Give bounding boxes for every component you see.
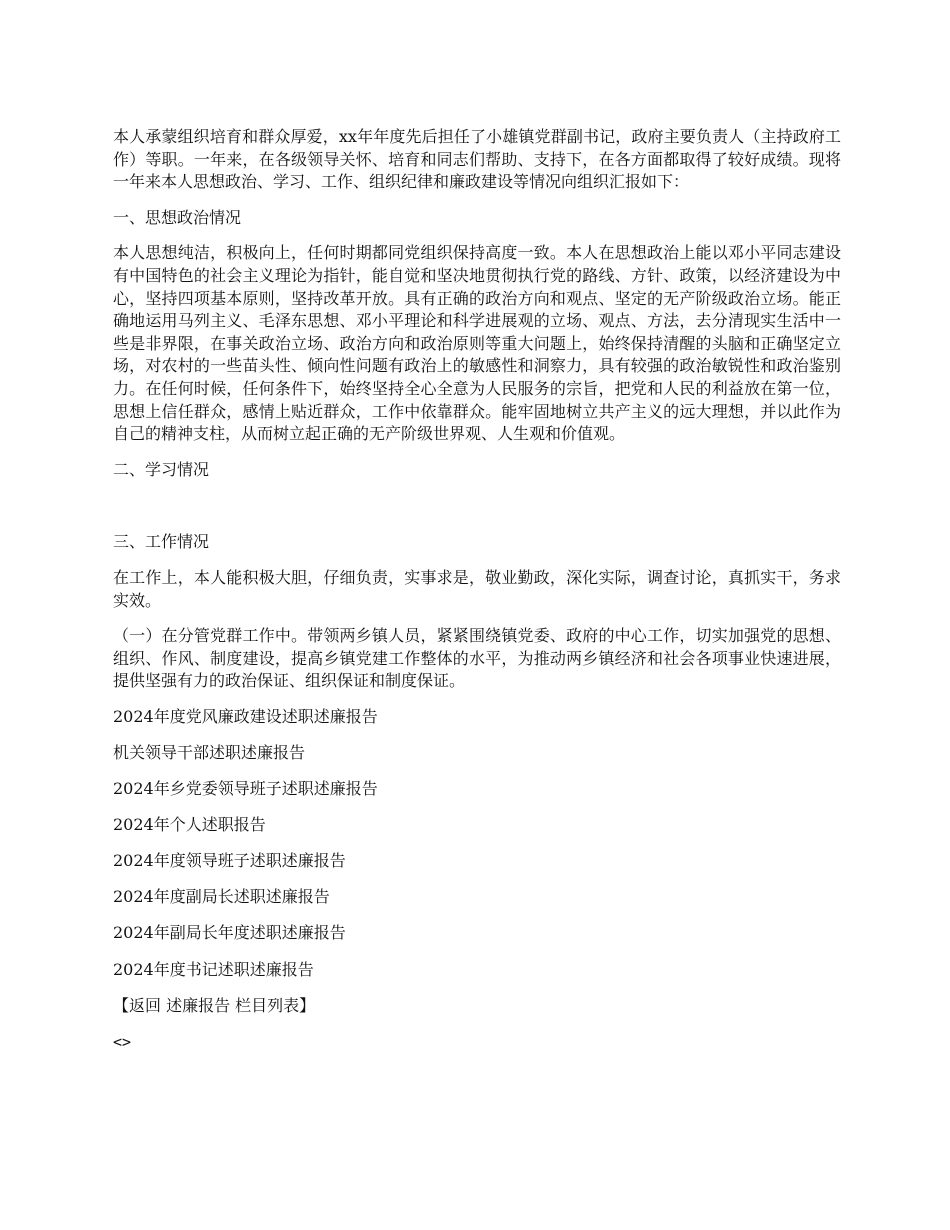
- section-heading-study: 二、学习情况: [113, 459, 210, 479]
- empty-section-gap: [113, 494, 841, 531]
- work-subsection-paragraph: （一）在分管党群工作中。带领两乡镇人员，紧紧围绕镇党委、政府的中心工作，切实加强党的思想、组织、作风、制度建设，提高乡镇党建工作整体的水平，为推动两乡镇经济和社会各项事业快速进展，提供坚强有力的政治保证、组织保证和制度保证。: [113, 626, 841, 691]
- related-link[interactable]: 2024年乡党委领导班子述职述廉报告: [113, 779, 378, 799]
- related-link[interactable]: 2024年副局长年度述职述廉报告: [113, 923, 346, 943]
- document-page: [113, 126, 841, 1054]
- intro-paragraph: 本人承蒙组织培育和群众厚爱，xx年年度先后担任了小雄镇党群副书记，政府主要负责人（主持政府工作）等职。一年来，在各级领导关怀、培育和同志们帮助、支持下，在各方面都取得了较好成绩。现将一年来本人思想政治、学习、工作、组织纪律和廉政建设等情况向组织汇报如下：: [113, 127, 841, 192]
- related-link[interactable]: 机关领导干部述职述廉报告: [113, 742, 306, 762]
- related-link[interactable]: 2024年度领导班子述职述廉报告: [113, 851, 346, 871]
- back-to-list-link[interactable]: 【返回 述廉报告 栏目列表】: [113, 995, 316, 1015]
- work-paragraph: 在工作上，本人能积极大胆，仔细负责，实事求是，敬业勤政，深化实际，调查讨论，真抓实干，务求实效。: [113, 567, 841, 610]
- related-link[interactable]: 2024年个人述职报告: [113, 815, 266, 835]
- political-paragraph: 本人思想纯洁，积极向上，任何时期都同党组织保持高度一致。本人在思想政治上能以邓小平同志建设有中国特色的社会主义理论为指针，能自觉和坚决地贯彻执行党的路线、方针、政策，以经济建设为中心，坚持四项基本原则，坚持改革开放。具有正确的政治方向和观点、坚定的无产阶级政治立场。能正确地运用马列主义、毛泽东思想、邓小平理论和科学进展观的立场、观点、方法，去分清现实生活中一些是非界限，在事关政治立场、政治方向和政治原则等重大问题上，始终保持清醒的头脑和正确坚定立场，对农村的一些苗头性、倾向性问题有政治上的敏感性和洞察力，具有较强的政治敏锐性和政治鉴别力。在任何时候，任何条件下，始终坚持全心全意为人民服务的宗旨，把党和人民的利益放在第一位，思想上信任群众，感情上贴近群众，工作中依靠群众。能牢固地树立共产主义的远大理想，并以此作为自己的精神支柱，从而树立起正确的无产阶级世界观、人生观和价值观。: [113, 243, 841, 444]
- related-link[interactable]: 2024年度副局长述职述廉报告: [113, 887, 330, 907]
- section-heading-work: 三、工作情况: [113, 532, 210, 552]
- section-heading-political: 一、思想政治情况: [113, 207, 242, 227]
- prev-next-nav[interactable]: <>: [113, 1033, 132, 1052]
- related-links-list: [113, 706, 841, 981]
- related-link[interactable]: 2024年度书记述职述廉报告: [113, 959, 314, 979]
- related-link[interactable]: 2024年度党风廉政建设述职述廉报告: [113, 706, 378, 726]
